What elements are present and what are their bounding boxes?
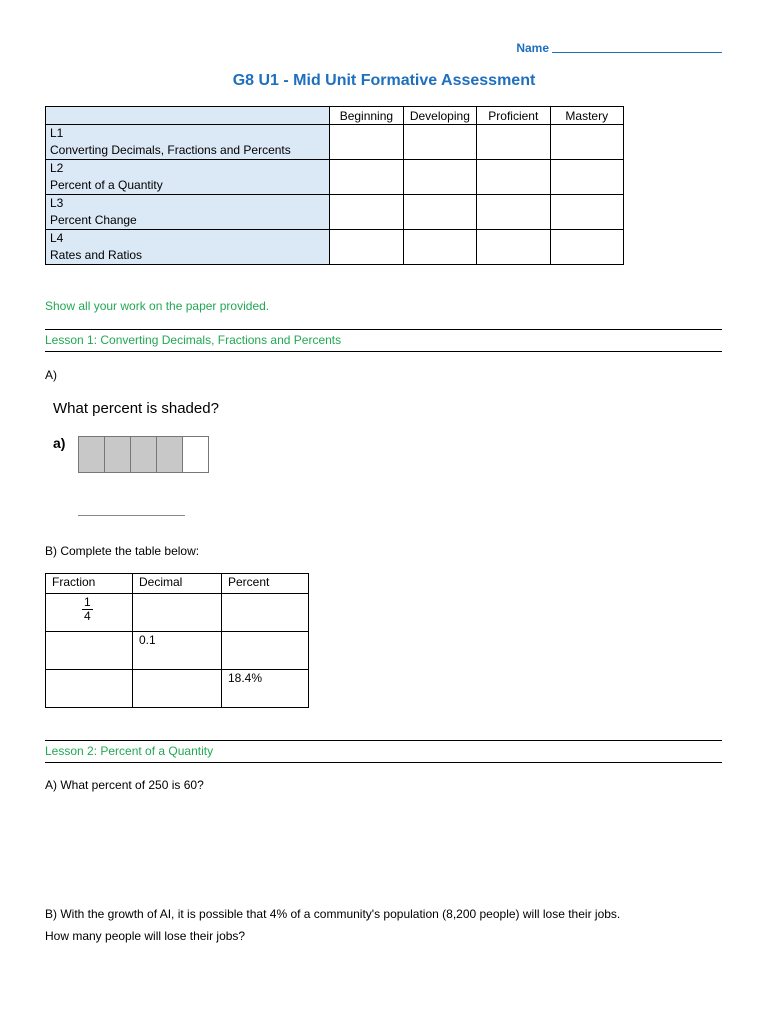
shaded-cell xyxy=(157,437,183,472)
name-label: Name xyxy=(516,41,549,55)
lesson2-heading: Lesson 2: Percent of a Quantity xyxy=(45,740,722,763)
rubric-check-cell[interactable] xyxy=(330,160,403,195)
level-beginning: Beginning xyxy=(330,107,403,125)
rubric-check-cell[interactable] xyxy=(550,195,623,230)
lesson-code: L3 xyxy=(50,196,64,210)
rubric-lesson-cell xyxy=(46,160,330,195)
answer-cell[interactable] xyxy=(46,670,133,708)
conversion-row-3 xyxy=(46,670,309,708)
fraction-cell xyxy=(46,594,133,632)
rubric-check-cell[interactable] xyxy=(330,195,403,230)
lesson1-part-a-label: A) xyxy=(45,368,57,382)
decimal-value: 0.1 xyxy=(139,633,156,647)
rubric-row-l1 xyxy=(46,125,624,160)
fraction-denominator: 4 xyxy=(84,609,91,623)
lesson1-heading: Lesson 1: Converting Decimals, Fractions and Percents xyxy=(45,329,722,352)
rubric-check-cell[interactable] xyxy=(477,125,550,160)
answer-cell[interactable] xyxy=(133,670,222,708)
answer-cell[interactable] xyxy=(222,632,309,670)
rubric-row-l2 xyxy=(46,160,624,195)
rubric-check-cell[interactable] xyxy=(477,230,550,265)
rubric-lesson-cell xyxy=(46,230,330,265)
lesson2-part-a-text: A) What percent of 250 is 60? xyxy=(45,778,204,792)
fraction-numerator: 1 xyxy=(84,595,91,609)
rubric-check-cell[interactable] xyxy=(403,230,476,265)
rubric-check-cell[interactable] xyxy=(550,125,623,160)
shaded-bar-model xyxy=(78,436,209,473)
lesson-topic: Percent of a Quantity xyxy=(50,178,163,192)
rubric-lesson-cell xyxy=(46,125,330,160)
rubric-table xyxy=(45,106,624,265)
rubric-check-cell[interactable] xyxy=(550,230,623,265)
header-decimal: Decimal xyxy=(133,574,222,594)
rubric-row-l3 xyxy=(46,195,624,230)
percent-cell xyxy=(222,670,309,708)
rubric-check-cell[interactable] xyxy=(403,195,476,230)
rubric-row-l4 xyxy=(46,230,624,265)
conversion-row-1 xyxy=(46,594,309,632)
fraction-one-quarter xyxy=(82,596,93,623)
level-mastery: Mastery xyxy=(550,107,623,125)
rubric-header-row xyxy=(46,107,624,125)
name-blank-line[interactable] xyxy=(552,40,722,53)
lesson-topic: Percent Change xyxy=(50,213,137,227)
lesson2-part-b-line1: B) With the growth of AI, it is possible that 4% of a community's population (8,200 people) will lose their jobs. xyxy=(45,907,621,921)
lesson2-part-b-line2: How many people will lose their jobs? xyxy=(45,929,246,943)
header-fraction: Fraction xyxy=(46,574,133,594)
conversion-table xyxy=(45,573,309,708)
lesson-code: L4 xyxy=(50,231,64,245)
answer-cell[interactable] xyxy=(46,632,133,670)
page-title: G8 U1 - Mid Unit Formative Assessment xyxy=(232,72,536,89)
conversion-header-row xyxy=(46,574,309,594)
rubric-corner-cell xyxy=(46,107,330,125)
conversion-row-2 xyxy=(46,632,309,670)
lesson-topic: Converting Decimals, Fractions and Percents xyxy=(50,143,291,157)
rubric-check-cell[interactable] xyxy=(330,230,403,265)
level-developing: Developing xyxy=(403,107,476,125)
rubric-check-cell[interactable] xyxy=(477,160,550,195)
unshaded-cell xyxy=(183,437,208,472)
answer-cell[interactable] xyxy=(133,594,222,632)
lesson-code: L1 xyxy=(50,126,64,140)
rubric-check-cell[interactable] xyxy=(477,195,550,230)
shaded-cell xyxy=(131,437,157,472)
instruction-text: Show all your work on the paper provided. xyxy=(45,299,270,313)
header-percent: Percent xyxy=(222,574,309,594)
lesson-topic: Rates and Ratios xyxy=(50,248,143,262)
answer-line[interactable] xyxy=(78,515,185,516)
shaded-part-label: a) xyxy=(53,435,66,451)
rubric-check-cell[interactable] xyxy=(403,125,476,160)
rubric-check-cell[interactable] xyxy=(550,160,623,195)
shaded-cell xyxy=(79,437,105,472)
shaded-cell xyxy=(105,437,131,472)
rubric-check-cell[interactable] xyxy=(330,125,403,160)
name-field[interactable] xyxy=(516,40,722,55)
rubric-lesson-cell xyxy=(46,195,330,230)
lesson1-part-b-text: B) Complete the table below: xyxy=(45,544,200,558)
lesson-code: L2 xyxy=(50,161,64,175)
rubric-check-cell[interactable] xyxy=(403,160,476,195)
shaded-question-text: What percent is shaded? xyxy=(53,400,219,417)
level-proficient: Proficient xyxy=(477,107,550,125)
percent-value: 18.4% xyxy=(228,671,263,685)
decimal-cell xyxy=(133,632,222,670)
answer-cell[interactable] xyxy=(222,594,309,632)
